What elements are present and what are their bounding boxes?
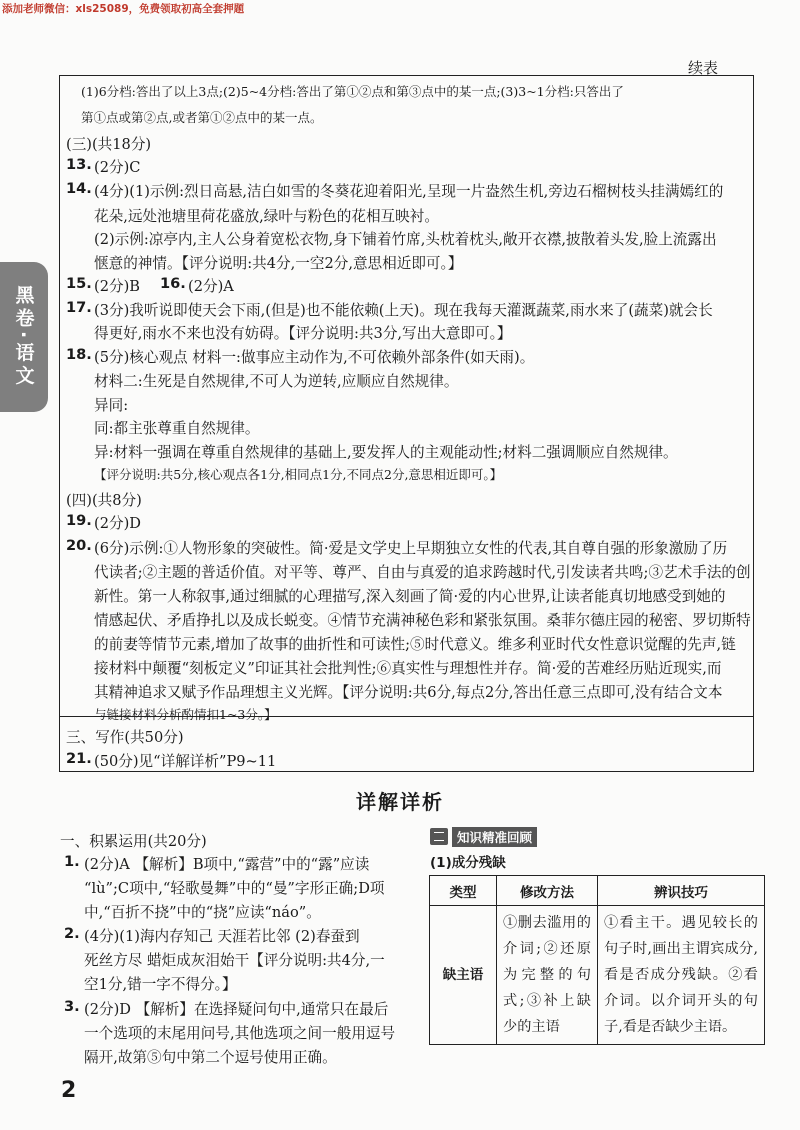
table-header: 辨识技巧 xyxy=(598,876,765,906)
answer-text: 材料二:生死是自然规律,不可人为逆转,应顺应自然规律。 xyxy=(94,373,459,390)
answer-text: (50分)见“详解详析”P9~11 xyxy=(94,753,277,770)
table-cell-tips: ①看主干。遇见较长的句子时,画出主谓宾成分,看是否成分残缺。②看介词。以介词开头的句子,看是否缺少主语。 xyxy=(598,906,765,1045)
question-number: 20. xyxy=(66,537,92,554)
answer-text: (4分)(1)示例:烈日高悬,洁白如雪的冬葵花迎着阳光,呈现一片盎然生机,旁边石榴树枝头挂满嫣红的 xyxy=(94,183,724,200)
answer-text: (2)示例:凉亭内,主人公身着宽松衣物,身下铺着竹席,头枕着枕头,敞开衣襟,披散着头发,脸上流露出 xyxy=(94,231,717,248)
answer-text: 接材料中颠覆“刻板定义”印证其社会批判性;⑥真实性与理想性并存。简·爱的苦难经历贴近现实,而 xyxy=(94,660,722,677)
answer-text: 花朵,远处池塘里荷花盛放,绿叶与粉色的花相互映衬。 xyxy=(94,208,439,225)
book-icon xyxy=(430,828,448,845)
question-number: 15. xyxy=(66,275,92,292)
table-row xyxy=(430,906,765,1045)
question-number: 3. xyxy=(64,998,80,1015)
answer-text: (2分)D xyxy=(94,515,141,532)
answer-text: (3分)我听说即使天会下雨,(但是)也不能依赖(上天)。现在我每天灌溉蔬菜,雨水来了(蔬菜)就会长 xyxy=(94,302,713,319)
answer-text: 新性。第一人称叙事,通过细腻的心理描写,深入刻画了简·爱的内心世界,让读者能真切地感受到她的 xyxy=(94,588,726,605)
table-header: 类型 xyxy=(430,876,497,906)
explanation-text: “lù”;C项中,“轻歌曼舞”中的“曼”字形正确;D项 xyxy=(84,880,385,897)
question-number: 14. xyxy=(66,180,92,197)
answer-text: 其精神追求又赋予作品理想主义光辉。【评分说明:共6分,每点2分,答出任意三点即可,没有结合文本 xyxy=(94,684,723,701)
knowledge-subtitle: (1)成分残缺 xyxy=(430,855,506,871)
explanation-text: 隔开,故第⑤句中第二个逗号使用正确。 xyxy=(84,1049,337,1066)
question-number: 17. xyxy=(66,299,92,316)
knowledge-table xyxy=(429,875,765,1045)
scoring-note: 与链接材料分析酌情扣1~3分。】 xyxy=(94,707,277,722)
knowledge-badge-label: 知识精准回顾 xyxy=(452,827,537,847)
answer-text: 的前妻等情节元素,增加了故事的曲折性和可读性;⑤时代意义。维多利亚时代女性意识觉醒的先声,链 xyxy=(94,636,736,653)
question-number: 16. xyxy=(160,275,186,292)
table-cell-type: 缺主语 xyxy=(430,906,497,1045)
knowledge-badge xyxy=(430,827,537,846)
scoring-line: (1)6分档:答出了以上3点;(2)5~4分档:答出了第①②点和第③点中的某一点;(3)3~1分档:只答出了 xyxy=(81,84,624,99)
section-heading: 一、积累运用(共20分) xyxy=(60,833,207,850)
explanation-text: (2分)D 【解析】在选择疑问句中,通常只在最后 xyxy=(84,1001,389,1018)
explanation-text: 空1分,错一字不得分。】 xyxy=(84,976,237,993)
answer-text: 同:都主张尊重自然规律。 xyxy=(94,420,260,437)
side-tab xyxy=(0,262,48,412)
section-heading: (四)(共8分) xyxy=(66,492,142,509)
explanation-text: 中,“百折不挠”中的“挠”应读“náo”。 xyxy=(84,904,321,921)
answer-text: (2分)A xyxy=(188,278,234,295)
answer-text: 得更好,雨水不来也没有妨碍。【评分说明:共3分,写出大意即可。】 xyxy=(94,325,512,342)
explanation-text: (4分)(1)海内存知己 天涯若比邻 (2)春蚕到 xyxy=(84,928,360,945)
question-number: 21. xyxy=(66,750,92,767)
continued-label: 续表 xyxy=(688,59,719,77)
question-number: 2. xyxy=(64,925,80,942)
answer-text: 情感起伏、矛盾挣扎以及成长蜕变。④情节充满神秘色彩和紧张氛围。桑菲尔德庄园的秘密、罗切斯特 xyxy=(94,612,751,629)
answer-text: (2分)B xyxy=(94,278,140,295)
question-number: 18. xyxy=(66,346,92,363)
scoring-note: 【评分说明:共5分,核心观点各1分,相同点1分,不同点2分,意思相近即可。】 xyxy=(94,467,503,482)
table-header-row xyxy=(430,876,765,906)
answer-text: (5分)核心观点 材料一:做事应主动作为,不可依赖外部条件(如天雨)。 xyxy=(94,349,535,366)
answer-text: (2分)C xyxy=(94,159,141,176)
explanation-text: (2分)A 【解析】B项中,“露营”中的“露”应读 xyxy=(84,856,370,873)
side-tab-label: 黑卷·语文 xyxy=(12,285,35,389)
section-heading: (三)(共18分) xyxy=(66,136,152,153)
answer-text: 异同: xyxy=(94,397,129,414)
section-title: 详解详析 xyxy=(356,790,444,814)
page-number: 2 xyxy=(61,1078,77,1103)
answer-text: 异:材料一强调在尊重自然规律的基础上,要发挥人的主观能动性;材料二强调顺应自然规律。 xyxy=(94,444,678,461)
section-heading: 三、写作(共50分) xyxy=(66,729,184,746)
answer-text: 惬意的神情。【评分说明:共4分,一空2分,意思相近即可。】 xyxy=(94,255,463,272)
question-number: 1. xyxy=(64,853,80,870)
question-number: 19. xyxy=(66,512,92,529)
table-cell-method: ①删去滥用的介词;②还原为完整的句式;③补上缺少的主语 xyxy=(497,906,598,1045)
answer-text: 代读者;②主题的普适价值。对平等、尊严、自由与真爱的追求跨越时代,引发读者共鸣;③艺术手法的创 xyxy=(94,564,751,581)
table-header: 修改方法 xyxy=(497,876,598,906)
watermark: 添加老师微信：xls25089，免费领取初高全套押题 xyxy=(2,3,245,15)
answer-text: (6分)示例:①人物形象的突破性。简·爱是文学史上早期独立女性的代表,其自尊自强的形象激励了历 xyxy=(94,540,728,557)
explanation-text: 死丝方尽 蜡炬成灰泪始干【评分说明:共4分,一 xyxy=(84,952,385,969)
scoring-line: 第①点或第②点,或者第①②点中的某一点。 xyxy=(81,110,323,125)
explanation-text: 一个选项的末尾用问号,其他选项之间一般用逗号 xyxy=(84,1025,396,1042)
question-number: 13. xyxy=(66,156,92,173)
